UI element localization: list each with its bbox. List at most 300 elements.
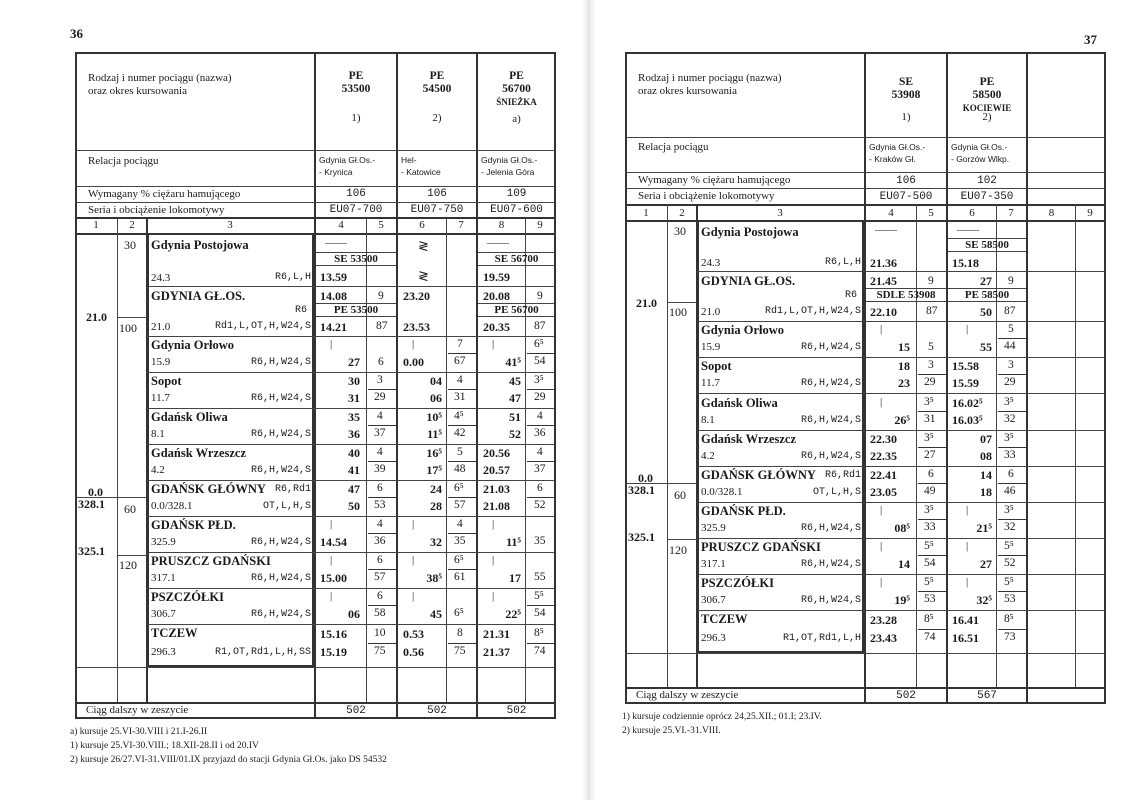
header-title-line1: Rodzaj i numer pociągu (nazwa) <box>88 72 232 84</box>
divider <box>527 353 555 354</box>
continuation-value: 567 <box>977 690 997 702</box>
speed: 6 <box>377 554 383 566</box>
train-number: 54500 <box>422 83 452 95</box>
speed: 4⁵ <box>454 410 464 422</box>
divider <box>996 204 997 687</box>
station-codes: R6,H,W24,S <box>250 357 311 368</box>
train-type: PE <box>979 76 995 88</box>
footnote: 2) kursuje 25.VI.-31.VIII. <box>622 726 721 736</box>
time: 16.41 <box>952 613 979 627</box>
speed: 46 <box>1004 485 1016 497</box>
no-stop-dash: —— <box>957 224 979 236</box>
speed-limit: 120 <box>669 543 687 557</box>
divider <box>918 519 946 520</box>
divider <box>75 150 555 151</box>
speed: 29 <box>534 391 546 403</box>
wavy-mark: ≷ <box>418 238 429 253</box>
train-name: ŚNIEŻKA <box>496 97 537 107</box>
time: 40 <box>348 446 360 460</box>
time: 0.56 <box>403 645 424 659</box>
time: 16.02⁵ <box>952 396 983 410</box>
divider <box>998 555 1026 556</box>
speed: 3⁵ <box>1004 396 1014 408</box>
time: 35 <box>348 410 360 424</box>
pass-mark: | <box>330 590 333 602</box>
train-header <box>478 70 555 109</box>
col-number: 5 <box>378 219 384 231</box>
time: 21⁵ <box>976 521 992 535</box>
station-name: Sopot <box>701 359 732 373</box>
divider <box>918 411 946 412</box>
time: 0.53 <box>403 627 424 641</box>
speed: 3⁵ <box>924 432 934 444</box>
time: 15.58 <box>952 359 979 373</box>
col-number: 8 <box>498 219 505 231</box>
brake-value: 102 <box>977 175 997 187</box>
train-header <box>948 76 1026 115</box>
time: 11⁵ <box>427 427 442 441</box>
col-number: 9 <box>537 219 543 231</box>
train-note: 1) <box>901 111 911 123</box>
brake-value: 106 <box>346 188 366 200</box>
station-km: 4.2 <box>701 450 715 462</box>
speed: 6 <box>537 482 543 494</box>
divider <box>864 52 866 703</box>
speed: 5⁵ <box>1004 576 1014 588</box>
time: 04 <box>430 374 442 388</box>
speed: 29 <box>1004 376 1016 388</box>
divider <box>697 502 1105 503</box>
line-km: 328.1 <box>628 483 655 497</box>
pass-mark: | <box>412 590 415 602</box>
dwell: 9 <box>537 290 543 302</box>
divider <box>527 605 555 606</box>
divider <box>368 569 396 570</box>
speed: 37 <box>534 463 546 475</box>
time: 20.57 <box>483 463 510 477</box>
speed: 74 <box>534 645 546 657</box>
train-label: SE 56700 <box>478 252 555 266</box>
divider <box>625 172 1105 173</box>
divider <box>147 516 555 517</box>
train-name: KOCIEWIE <box>962 103 1012 113</box>
divider <box>1026 52 1028 703</box>
divider <box>998 519 1026 520</box>
relacja-label: Relacja pociągu <box>638 141 709 153</box>
station-name: TCZEW <box>151 626 198 640</box>
speed: 87 <box>1004 305 1016 317</box>
col-number: 4 <box>338 219 344 231</box>
train-label: PE 53500 <box>316 303 396 317</box>
speed: 4 <box>537 410 543 422</box>
divider <box>625 653 1105 654</box>
time: 21.37 <box>483 645 510 659</box>
brake-label: Wymagany % ciężaru hamującego <box>88 188 241 200</box>
station-name: Gdańsk Wrzeszcz <box>701 432 797 446</box>
time: 19⁵ <box>894 593 910 607</box>
station-name: PSZCZÓŁKI <box>151 590 224 604</box>
time: 23.28 <box>870 613 897 627</box>
time: 38⁵ <box>426 571 442 585</box>
col-number: 6 <box>969 207 975 219</box>
speed: 52 <box>1004 557 1016 569</box>
speed: 57 <box>374 571 386 583</box>
station-km: 296.3 <box>151 646 176 658</box>
speed: 3⁵ <box>924 396 934 408</box>
time: 23.43 <box>870 631 897 645</box>
time: 14 <box>980 468 992 482</box>
speed: 10 <box>374 627 386 639</box>
continuation-value: 502 <box>506 705 527 717</box>
time: 15.16 <box>320 627 347 641</box>
col-number: 1 <box>93 219 99 231</box>
divider <box>147 408 555 409</box>
footnote: 1) kursuje codziennie oprócz 24,25.XII.; 01.I; 23.IV. <box>622 712 822 722</box>
loco-label: Seria i obciążenie lokomotywy <box>638 190 775 202</box>
station-codes: OT,L,H,S <box>812 487 861 498</box>
divider <box>918 447 946 448</box>
speed: 5⁵ <box>534 590 544 602</box>
speed: 54 <box>924 557 936 569</box>
station-codes: R6,H,W24,S <box>250 537 311 548</box>
station-codes: Rd1,L,OT,H,W24,S <box>764 306 861 317</box>
divider <box>946 52 948 703</box>
time: 20.08 <box>483 289 510 303</box>
col-number: 4 <box>888 207 894 219</box>
speed: 4 <box>457 374 463 386</box>
time: 15 <box>898 340 910 354</box>
station-km: 24.3 <box>701 257 721 269</box>
time: 21.03 <box>483 482 510 496</box>
divider <box>368 605 396 606</box>
time: 24 <box>430 482 442 496</box>
speed: 33 <box>1004 449 1016 461</box>
no-stop-dash: —— <box>875 224 897 236</box>
speed: 33 <box>924 521 936 533</box>
time: 45 <box>430 607 442 621</box>
pass-mark: | <box>330 338 333 350</box>
time: 20.35 <box>483 320 510 334</box>
speed: 48 <box>454 463 466 475</box>
divider <box>448 497 476 498</box>
header-title-line2: oraz okres kursowania <box>638 85 737 97</box>
speed: 42 <box>454 427 466 439</box>
col-number: 1 <box>643 207 649 219</box>
speed: 67 <box>454 355 466 367</box>
station-km: 0.0/328.1 <box>701 486 743 498</box>
station-name: Gdańsk Oliwa <box>151 410 228 424</box>
station-codes: R6,H,W24,S <box>250 429 311 440</box>
dwell: 9 <box>928 275 934 287</box>
time: 14.21 <box>320 320 347 334</box>
loco-label: Seria i obciążenie lokomotywy <box>88 204 225 216</box>
divider <box>918 629 946 630</box>
speed: 4 <box>377 518 383 530</box>
wavy-mark: ≷ <box>418 268 429 283</box>
header-title-line2: oraz okres kursowania <box>88 85 187 97</box>
train-type: PE <box>429 70 445 82</box>
speed: 3⁵ <box>1004 504 1014 516</box>
speed: 75 <box>454 645 466 657</box>
station-codes: R6,H,W24,S <box>800 415 861 426</box>
relacja-to: - Kraków Gł. <box>869 154 916 164</box>
station-name: Gdynia Postojowa <box>701 225 799 239</box>
station-codes: OT,L,H,S <box>262 501 311 512</box>
col-number: 7 <box>458 219 464 231</box>
speed-limit: 100 <box>119 321 137 335</box>
speed: 6 <box>377 590 383 602</box>
speed: 6⁵ <box>454 482 464 494</box>
speed: 4 <box>377 410 383 422</box>
pass-mark: | <box>966 540 969 552</box>
station-name: Sopot <box>151 374 182 388</box>
speed: 5⁵ <box>924 540 934 552</box>
speed: 6 <box>928 468 934 480</box>
time: 41 <box>348 463 360 477</box>
pass-mark: | <box>412 518 415 530</box>
divider <box>527 643 555 644</box>
col-number: 3 <box>227 219 233 231</box>
speed: 44 <box>1004 340 1016 352</box>
divider <box>448 425 476 426</box>
time: 26⁵ <box>894 413 910 427</box>
train-label: SDLE 53908 <box>866 288 946 302</box>
line-km: 325.1 <box>628 530 655 544</box>
divider <box>117 555 147 556</box>
train-label: SE 53500 <box>316 252 396 266</box>
speed: 54 <box>534 355 546 367</box>
speed-limit: 120 <box>119 558 137 572</box>
time: 23.05 <box>870 485 897 499</box>
speed: 8⁵ <box>1004 613 1014 625</box>
pass-mark: | <box>880 323 883 335</box>
speed: 87 <box>534 320 546 332</box>
relacja-from: Gdynia Gł.Os.- <box>319 155 376 165</box>
time: 14 <box>898 557 910 571</box>
station-km: 8.1 <box>151 428 165 440</box>
station-codes: R6,H,W24,S <box>250 609 311 620</box>
time: 36 <box>348 427 360 441</box>
divider <box>368 425 396 426</box>
time: 06 <box>348 607 360 621</box>
divider <box>697 466 1105 467</box>
time: 0.00 <box>403 355 424 369</box>
station-codes: R1,OT,Rd1,L,H <box>782 633 861 644</box>
station-km: 0.0/328.1 <box>151 500 193 512</box>
time: 22.10 <box>870 305 897 319</box>
time: 22.35 <box>870 449 897 463</box>
speed: 54 <box>534 607 546 619</box>
divider <box>998 411 1026 412</box>
station-name: GDYNIA GŁ.OS. <box>151 289 246 303</box>
speed: 5 <box>1008 323 1014 335</box>
station-codes: R1,OT,Rd1,L,H,SS <box>214 647 311 658</box>
station-km: 15.9 <box>151 356 171 368</box>
station-name: GDAŃSK GŁÓWNY <box>701 468 816 482</box>
divider <box>625 137 1105 138</box>
speed: 32 <box>1004 413 1016 425</box>
divider <box>625 188 1105 189</box>
divider <box>998 447 1026 448</box>
divider <box>525 217 526 702</box>
time: 23.20 <box>403 289 430 303</box>
time: 17⁵ <box>426 463 442 477</box>
station-codes: Rd1,L,OT,H,W24,S <box>214 321 311 332</box>
train-note: 2) <box>982 111 992 123</box>
speed: 27 <box>924 449 936 461</box>
relacja-to: - Krynica <box>319 167 353 177</box>
speed: 53 <box>374 499 386 511</box>
station-name: TCZEW <box>701 612 748 626</box>
pass-mark: | <box>880 396 883 408</box>
col-number: 2 <box>129 219 135 231</box>
station-km: 8.1 <box>701 414 715 426</box>
divider <box>117 217 118 702</box>
station-km: 11.7 <box>701 377 720 389</box>
divider <box>448 389 476 390</box>
pass-mark: | <box>412 554 415 566</box>
divider <box>697 271 1105 272</box>
speed: 4 <box>537 446 543 458</box>
pass-mark: | <box>880 576 883 588</box>
pass-mark: | <box>492 338 495 350</box>
time: 11⁵ <box>506 535 521 549</box>
speed: 3⁵ <box>924 504 934 516</box>
speed: 6⁵ <box>454 554 464 566</box>
time: 20.56 <box>483 446 510 460</box>
dwell: 9 <box>378 290 384 302</box>
continuation-label: Ciąg dalszy w zeszycie <box>86 704 189 716</box>
speed-limit: 30 <box>674 224 686 238</box>
col-number: 5 <box>928 207 934 219</box>
divider <box>368 497 396 498</box>
relacja-from: Gdynia Gł.Os.- <box>869 142 926 152</box>
time: 16⁵ <box>426 446 442 460</box>
divider <box>366 217 367 702</box>
divider <box>697 574 1105 575</box>
time: 21.08 <box>483 499 510 513</box>
train-number: 58500 <box>972 89 1002 101</box>
train-header <box>398 70 476 96</box>
station-km: 317.1 <box>151 572 176 584</box>
continuation-value: 502 <box>346 705 366 717</box>
page-number: 37 <box>1084 32 1097 47</box>
col-number: 7 <box>1008 207 1014 219</box>
col-number: 9 <box>1087 207 1093 219</box>
time: 23.53 <box>403 320 430 334</box>
divider <box>147 372 555 373</box>
station-km: 15.9 <box>701 341 721 353</box>
speed: 6 <box>378 356 384 368</box>
station-codes-top: R6,Rd1 <box>824 470 861 481</box>
station-name: GDAŃSK GŁÓWNY <box>151 482 266 496</box>
station-name: Gdynia Postojowa <box>151 238 249 252</box>
speed: 8⁵ <box>534 627 544 639</box>
divider <box>998 483 1026 484</box>
time: 19.59 <box>483 270 510 284</box>
train-number: 53500 <box>341 83 371 95</box>
speed: 58 <box>374 607 386 619</box>
time: 15.18 <box>952 256 979 270</box>
divider <box>697 538 1105 539</box>
train-number: 53908 <box>891 89 921 101</box>
speed: 6 <box>1008 468 1014 480</box>
station-name: Gdańsk Oliwa <box>701 396 778 410</box>
speed: 29 <box>924 376 936 388</box>
speed: 6⁵ <box>534 338 544 350</box>
divider <box>918 591 946 592</box>
station-km: 21.0 <box>151 321 171 333</box>
train-label: SE 58500 <box>948 238 1026 252</box>
speed: 3⁵ <box>534 374 544 386</box>
station-codes-top: R6,Rd1 <box>274 484 311 495</box>
time: 08 <box>980 449 992 463</box>
speed: 87 <box>376 320 388 332</box>
speed: 74 <box>924 631 936 643</box>
divider <box>448 353 476 354</box>
train-note: a) <box>512 113 521 125</box>
divider <box>527 425 555 426</box>
station-km: 306.7 <box>151 608 176 620</box>
speed: 53 <box>924 593 936 605</box>
speed: 6⁵ <box>454 607 464 619</box>
divider <box>697 357 1105 358</box>
time: 28 <box>430 499 442 513</box>
time: 32 <box>430 535 442 549</box>
speed: 39 <box>374 463 386 475</box>
book-gutter <box>582 0 596 800</box>
time: 18 <box>898 359 910 373</box>
speed: 7 <box>457 338 463 350</box>
brake-value: 106 <box>896 175 916 187</box>
station-km: 325.9 <box>701 522 726 534</box>
time: 16.03⁵ <box>952 413 983 427</box>
station-codes: R6,H,W24,S <box>250 393 311 404</box>
divider <box>998 374 1026 375</box>
pass-mark: | <box>330 518 333 530</box>
station-codes: R6,H,W24,S <box>250 465 311 476</box>
station-codes: R6,L,H <box>274 272 311 283</box>
speed: 75 <box>374 645 386 657</box>
station-name: PRUSZCZ GDAŃSKI <box>151 554 271 568</box>
pass-mark: | <box>492 590 495 602</box>
time: 14.54 <box>320 535 347 549</box>
speed: 57 <box>454 499 466 511</box>
speed: 8 <box>457 627 463 639</box>
speed: 3 <box>928 359 934 371</box>
speed: 37 <box>374 427 386 439</box>
station-codes-top: R6 <box>844 290 857 301</box>
station-codes: R6,H,W24,S <box>800 378 861 389</box>
divider <box>448 643 476 644</box>
station-codes: R6,H,W24,S <box>800 451 861 462</box>
divider <box>667 539 697 540</box>
col-number: 2 <box>679 207 685 219</box>
brake-value: 109 <box>506 188 527 200</box>
divider <box>527 497 555 498</box>
speed: 36 <box>374 535 386 547</box>
station-km: 21.0 <box>701 306 721 318</box>
speed: 5 <box>457 446 463 458</box>
relacja-to: - Gorzów Wlkp. <box>951 154 1010 164</box>
speed: 5 <box>928 341 934 353</box>
train-header <box>316 70 396 96</box>
time: 14.08 <box>320 289 347 303</box>
brake-value: 106 <box>427 188 447 200</box>
col-number: 6 <box>419 219 425 231</box>
station-name: PRUSZCZ GDAŃSKI <box>701 540 821 554</box>
speed: 36 <box>534 427 546 439</box>
